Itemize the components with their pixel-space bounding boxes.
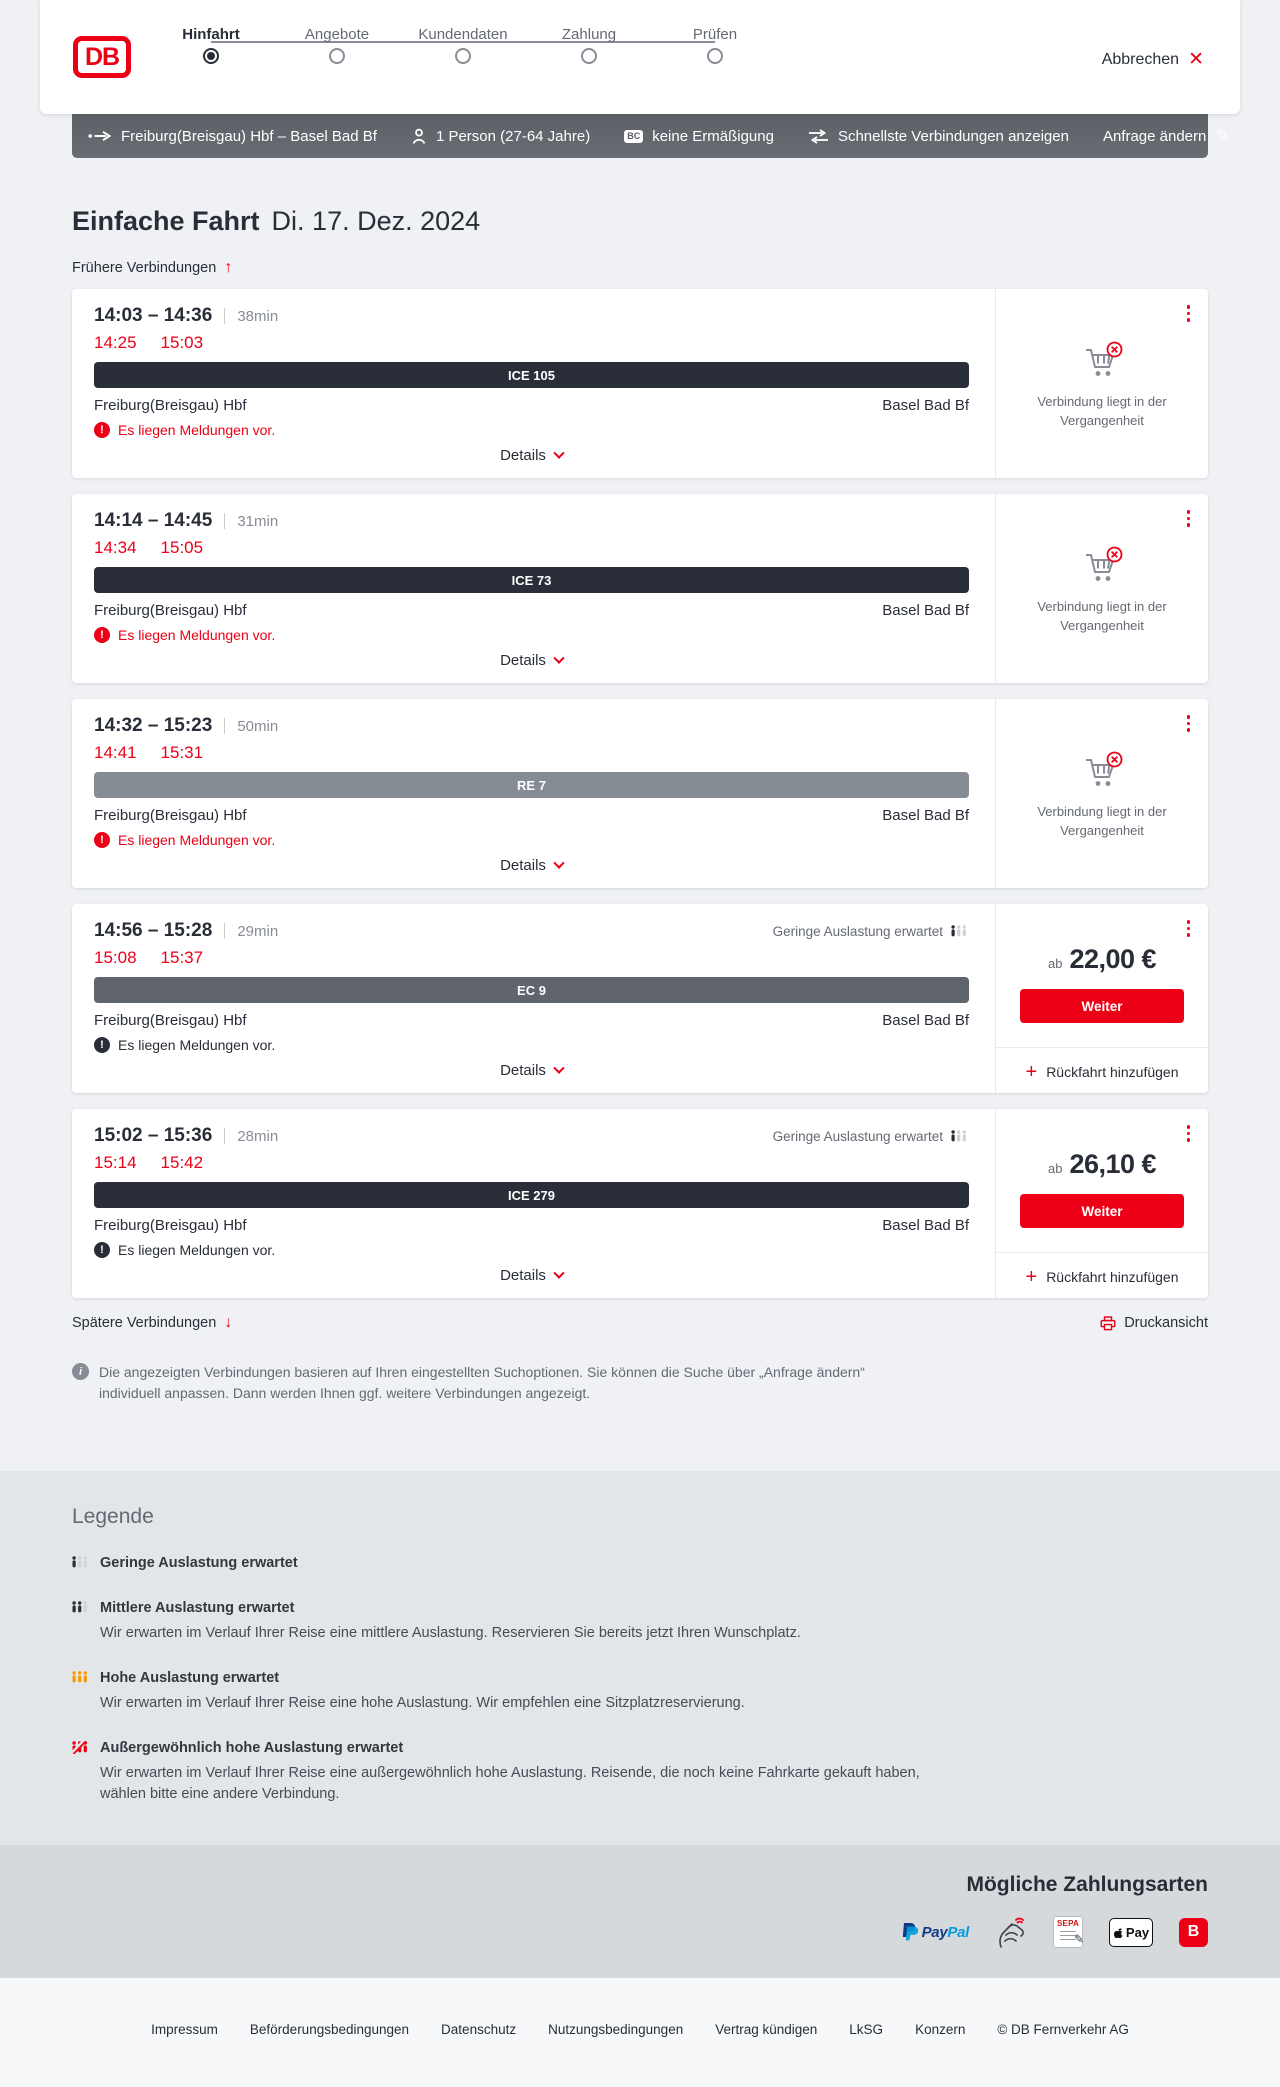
alert-icon: ! [94,422,110,438]
details-toggle[interactable] [94,447,969,464]
arrow-down-icon: ↓ [224,1314,233,1331]
edit-search-button[interactable] [1103,126,1230,146]
connection-main [72,699,995,888]
delayed-times [94,1153,969,1173]
connection-aside [995,289,1208,478]
footer-link[interactable]: Konzern [915,2022,966,2038]
cart-unavailable-icon [1079,546,1125,588]
connection-main [72,1109,995,1298]
duration: 31min [237,512,279,530]
cancel-button[interactable] [1102,50,1204,69]
arrow-up-icon: ↑ [224,259,233,276]
alert-message [94,1242,969,1258]
step-label: Prüfen [692,26,738,43]
arrival-station: Basel Bad Bf [882,1012,969,1029]
occupancy-hint [773,1129,969,1144]
legend-item-title: Geringe Auslastung erwartet [100,1555,298,1571]
sort-arrows-icon [808,129,829,144]
train-label: ICE 105 [508,367,555,383]
connection-card [72,494,1208,683]
plus-icon: + [1025,1266,1038,1288]
legend-item [72,1740,1208,1805]
alert-icon: ! [94,832,110,848]
time-range: 14:14 – 14:45 [94,510,213,531]
plus-icon: + [1025,1061,1038,1083]
duration: 29min [237,922,279,940]
step-label: Angebote [304,26,370,43]
occupancy-icon [72,1741,90,1754]
alert-message [94,832,969,848]
alert-text: Es liegen Meldungen vor. [118,627,276,643]
card-menu-button[interactable] [1183,1121,1195,1146]
close-icon: ✕ [1188,49,1204,70]
connection-card [72,904,1208,1093]
delayed-times [94,538,969,558]
departure-station: Freiburg(Breisgau) Hbf [94,1217,247,1234]
details-label: Details [500,447,546,464]
bahncard-icon: BC [624,130,643,143]
legend-item [72,1555,1208,1574]
duration: 28min [237,1127,279,1145]
connection-aside [995,699,1208,888]
occupancy-icon [72,1556,90,1569]
delayed-departure: 14:34 [94,538,137,557]
aside-divider [996,1047,1208,1048]
add-return-label: Rückfahrt hinzufügen [1046,1064,1179,1080]
chevron-down-icon [553,652,564,663]
step-kundendaten[interactable] [400,26,526,69]
card-menu-button[interactable] [1183,301,1195,326]
apple-pay-icon: Pay [1109,1918,1153,1947]
duration: 50min [237,717,279,735]
occupancy-hint [773,924,969,939]
step-circle-icon [329,48,345,64]
db-logo: DB [73,36,131,78]
edit-search-label: Anfrage ändern [1102,127,1207,145]
passenger-label: 1 Person (27-64 Jahre) [435,127,591,145]
step-label: Zahlung [561,26,617,43]
separator [224,308,225,324]
delayed-times [94,333,969,353]
time-range: 14:32 – 15:23 [94,715,213,736]
occupancy-icon [951,925,969,938]
price-prefix: ab [1047,956,1063,971]
sepa-icon: SEPA ✎ [1053,1916,1083,1948]
train-segment-bar[interactable] [94,772,969,798]
person-icon [411,128,427,145]
connection-past-text: Verbindung liegt in der Vergangenheit [1037,804,1167,838]
cancel-label: Abbrechen [1101,50,1180,68]
legend-item-desc: Wir erwarten im Verlauf Ihrer Reise eine außergewöhnlich hohe Auslastung. Reisende, die noch keine Fahrkarte gekauft haben, wählen bitte eine andere Verbindung. [100,1765,920,1803]
card-menu-button[interactable] [1183,506,1195,531]
step-angebote[interactable] [274,26,400,69]
details-toggle[interactable] [94,1267,969,1284]
footer-links [0,2022,1280,2037]
connection-past-text: Verbindung liegt in der Vergangenheit [1037,599,1167,633]
step-circle-icon [203,48,219,64]
later-connections-label: Spätere Verbindungen [72,1315,217,1331]
arrival-station: Basel Bad Bf [882,602,969,619]
details-label: Details [500,652,546,669]
paypal-logo: PayPal [901,1922,969,1942]
delayed-arrival: 15:05 [160,538,204,557]
connection-past-text: Verbindung liegt in der Vergangenheit [1037,394,1167,428]
legend-item-desc: Wir erwarten im Verlauf Ihrer Reise eine hohe Auslastung. Wir empfehlen eine Sitzplatzreservierung. [100,1695,745,1712]
legend-section [0,1471,1280,1845]
arrival-station: Basel Bad Bf [882,1217,969,1234]
continue-button[interactable]: Weiter [1020,989,1184,1023]
details-toggle[interactable] [94,1062,969,1079]
chevron-down-icon [553,857,564,868]
footer-link[interactable]: Nutzungsbedingungen [548,2022,684,2038]
info-icon: i [72,1363,89,1380]
train-segment-bar[interactable] [94,1182,969,1208]
separator [224,718,225,734]
connection-aside [995,1109,1208,1298]
occupancy-icon [72,1671,90,1684]
delayed-departure: 15:08 [94,948,137,967]
separator [224,923,225,939]
connection-aside [995,904,1208,1093]
alert-text: Es liegen Meldungen vor. [118,422,276,438]
connection-main [72,904,995,1093]
departure-station: Freiburg(Breisgau) Hbf [94,397,247,414]
search-summary-bar [72,114,1230,158]
train-label: ICE 73 [511,572,552,588]
page-title [72,206,1208,237]
alert-icon: ! [94,1037,110,1053]
occupancy-label: Geringe Auslastung erwartet [772,923,943,939]
legend-item [72,1670,1208,1714]
connection-card [72,289,1208,478]
trip-type-title: Einfache Fahrt [72,206,260,236]
step-hinfahrt[interactable] [148,26,274,69]
step-circle-icon [581,48,597,64]
paypal-mark-icon [901,1922,918,1942]
connection-main [72,289,995,478]
alert-message [94,1037,969,1053]
connection-card [72,699,1208,888]
delayed-departure: 14:41 [94,743,137,762]
earlier-connections-label: Frühere Verbindungen [72,260,217,276]
legend-item [72,1600,1208,1644]
step-prüfen[interactable] [652,26,778,69]
card-in-hand-icon [995,1915,1027,1949]
delayed-arrival: 15:03 [160,333,204,352]
legend-item-title: Außergewöhnlich hohe Auslastung erwartet [100,1740,404,1757]
connection-card [72,1109,1208,1298]
aside-divider [996,1252,1208,1253]
step-zahlung[interactable] [526,26,652,69]
sort-option[interactable] [808,128,1069,145]
printer-icon [1100,1316,1116,1331]
step-circle-icon [455,48,471,64]
add-return-label: Rückfahrt hinzufügen [1046,1269,1179,1285]
step-label: Kundendaten [418,26,508,43]
alert-icon: ! [94,627,110,643]
footer-link[interactable]: Vertrag kündigen [715,2022,818,2038]
occupancy-icon [951,1130,969,1143]
chevron-down-icon [553,447,564,458]
payment-methods [72,1915,1208,1949]
bahnbonus-icon: B [1179,1918,1208,1947]
card-menu-button[interactable] [1183,916,1195,941]
alert-icon: ! [94,1242,110,1258]
arrival-station: Basel Bad Bf [882,397,969,414]
train-label: ICE 279 [508,1187,555,1203]
discount-label: keine Ermäßigung [652,127,774,145]
alert-text: Es liegen Meldungen vor. [118,832,276,848]
apple-icon [1113,1926,1124,1939]
results-page [72,206,1208,1404]
route-summary [88,128,377,145]
alert-message [94,422,969,438]
price-value: 22,00 € [1069,944,1157,974]
connection-aside [995,494,1208,683]
train-segment-bar[interactable] [94,567,969,593]
booking-stepper [148,26,778,69]
pencil-icon: ✎ [1215,126,1230,145]
footer-link[interactable]: Impressum [151,2022,218,2038]
train-segment-bar[interactable] [94,362,969,388]
delayed-arrival: 15:37 [160,948,204,967]
later-connections-link[interactable] [72,1314,232,1332]
details-label: Details [500,857,546,874]
legend-item-desc: Wir erwarten im Verlauf Ihrer Reise eine mittlere Auslastung. Reservieren Sie bereits jetzt Ihren Wunschplatz. [100,1625,801,1641]
alert-text: Es liegen Meldungen vor. [118,1242,276,1258]
add-return-button[interactable] [1026,1267,1179,1287]
separator [224,1128,225,1144]
delayed-times [94,743,969,763]
departure-station: Freiburg(Breisgau) Hbf [94,1012,247,1029]
price [1048,1149,1156,1180]
continue-button[interactable]: Weiter [1020,1194,1184,1228]
card-menu-button[interactable] [1183,711,1195,736]
print-view-label: Druckansicht [1124,1315,1208,1331]
app-header [40,0,1240,114]
print-view-link[interactable] [1100,1315,1208,1331]
alert-text: Es liegen Meldungen vor. [118,1037,276,1053]
page-footer [0,1978,1280,2087]
discount-summary [624,128,774,145]
search-note-text: Die angezeigten Verbindungen basieren auf Ihren eingestellten Suchoptionen. Sie können die Suche über „Anfrage ändern“ individuell anpassen. Dann werden Ihnen ggf. weitere Verbindungen angezeigt. [99,1364,865,1401]
price-value: 26,10 € [1069,1149,1157,1179]
step-label: Hinfahrt [182,26,240,43]
cart-unavailable-icon [1079,751,1125,793]
details-toggle[interactable] [94,857,969,874]
earlier-connections-link[interactable] [72,259,232,277]
occupancy-icon [72,1601,90,1614]
departure-station: Freiburg(Breisgau) Hbf [94,807,247,824]
delayed-departure: 14:25 [94,333,137,352]
step-circle-icon [707,48,723,64]
legend-item-title: Mittlere Auslastung erwartet [100,1600,295,1616]
passenger-summary [411,128,590,145]
legend-item-title: Hohe Auslastung erwartet [100,1670,280,1687]
separator [224,513,225,529]
train-label: EC 9 [517,982,546,998]
route-label: Freiburg(Breisgau) Hbf – Basel Bad Bf [121,127,377,145]
price-prefix: ab [1047,1161,1063,1176]
alert-message [94,627,969,643]
footer-link[interactable]: LkSG [849,2022,884,2038]
train-label: RE 7 [517,777,546,793]
cart-unavailable-icon [1079,341,1125,383]
time-range: 15:02 – 15:36 [94,1125,213,1146]
journey-arrow-icon [88,130,112,142]
payment-title: Mögliche Zahlungsarten [966,1873,1208,1897]
trip-date: Di. 17. Dez. 2024 [271,206,481,236]
payment-section [0,1845,1280,1978]
occupancy-label: Geringe Auslastung erwartet [772,1128,943,1144]
footer-link[interactable]: Datenschutz [441,2022,517,2038]
sepa-pencil-icon: ✎ [1073,1932,1084,1947]
chevron-down-icon [553,1267,564,1278]
price [1048,944,1156,975]
arrival-station: Basel Bad Bf [882,807,969,824]
departure-station: Freiburg(Breisgau) Hbf [94,602,247,619]
train-segment-bar[interactable] [94,977,969,1003]
connection-main [72,494,995,683]
footer-link[interactable]: Beförderungsbedingungen [249,2022,410,2038]
search-note [72,1362,1208,1404]
legend-items [72,1555,1208,1805]
delayed-arrival: 15:31 [160,743,204,762]
connection-list [72,289,1208,1298]
delayed-arrival: 15:42 [160,1153,204,1172]
delayed-departure: 15:14 [94,1153,137,1172]
details-label: Details [500,1267,546,1284]
details-toggle[interactable] [94,652,969,669]
legend-title: Legende [72,1505,154,1528]
time-range: 14:03 – 14:36 [94,305,213,326]
delayed-times [94,948,969,968]
chevron-down-icon [553,1062,564,1073]
details-label: Details [500,1062,546,1079]
time-range: 14:56 – 15:28 [94,920,213,941]
add-return-button[interactable] [1026,1062,1179,1082]
copyright: © DB Fernverkehr AG [997,2022,1129,2038]
sort-label: Schnellste Verbindungen anzeigen [837,127,1069,145]
duration: 38min [237,307,279,325]
